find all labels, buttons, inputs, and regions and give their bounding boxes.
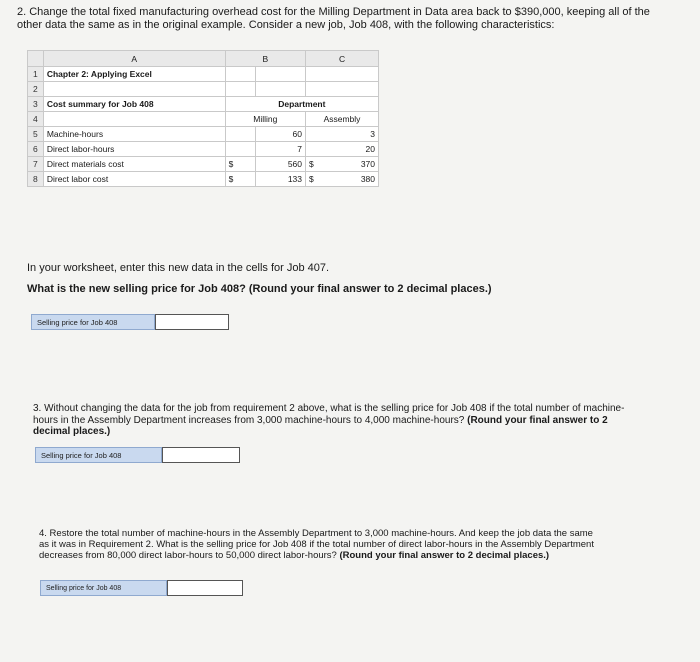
col-header-a: A [43, 51, 225, 67]
milling-value[interactable]: 7 [256, 142, 306, 157]
q2-rounding-note: (Round your final answer to 2 decimal places.) [248, 283, 492, 295]
assembly-dollar[interactable]: $ [306, 172, 334, 187]
assembly-value[interactable]: 380 [334, 172, 379, 187]
q3-line2: hours in the Assembly Department increases from 3,000 machine-hours to 4,000 machine-hours? [33, 414, 468, 426]
q3-selling-price-input[interactable] [162, 447, 240, 463]
q4-answer-row [40, 580, 243, 596]
milling-dollar[interactable]: $ [225, 157, 256, 172]
q2-answer-label: Selling price for Job 408 [31, 314, 155, 330]
row-number: 4 [28, 112, 44, 127]
q2-instruction: In your worksheet, enter this new data in the cells for Job 407. [27, 262, 330, 274]
assembly-header[interactable]: Assembly [306, 112, 379, 127]
assembly-value[interactable]: 370 [334, 157, 379, 172]
column-header-row [28, 51, 379, 67]
q4-answer-label: Selling price for Job 408 [40, 580, 167, 596]
sheet-title[interactable]: Chapter 2: Applying Excel [43, 67, 225, 82]
milling-header[interactable]: Milling [225, 112, 305, 127]
sheet-row [28, 157, 379, 172]
col-header-c: C [306, 51, 379, 67]
job-408-spreadsheet [27, 50, 379, 187]
assembly-dollar[interactable]: $ [306, 157, 334, 172]
col-header-b: B [225, 51, 305, 67]
q4-line1: 4. Restore the total number of machine-hours in the Assembly Department to 3,000 machine-hours. And keep the job data the same [39, 528, 593, 539]
q2-answer-row [31, 314, 229, 330]
assembly-value[interactable]: 3 [334, 127, 379, 142]
q3-answer-label: Selling price for Job 408 [35, 447, 162, 463]
milling-value[interactable]: 133 [256, 172, 306, 187]
q4-text [39, 528, 694, 561]
sheet-row [28, 172, 379, 187]
q2-question [27, 283, 492, 296]
q4-selling-price-input[interactable] [167, 580, 243, 596]
q2-question-text: What is the new selling price for Job 408? [27, 283, 249, 295]
row-number: 5 [28, 127, 44, 142]
q3-rounding-note: (Round your final answer to 2 [467, 414, 608, 426]
sheet-row [28, 112, 379, 127]
sheet-row [28, 127, 379, 142]
cost-summary-label[interactable]: Cost summary for Job 408 [43, 97, 225, 112]
row-label[interactable]: Direct labor-hours [43, 142, 225, 157]
sheet-row [28, 82, 379, 97]
row-label[interactable]: Direct labor cost [43, 172, 225, 187]
q2-line1: 2. Change the total fixed manufacturing overhead cost for the Milling Department in Data area back to $390,000, keeping all of the [17, 6, 650, 18]
q3-text [33, 403, 693, 438]
q2-text [17, 6, 687, 32]
department-header[interactable]: Department [225, 97, 378, 112]
sheet-row [28, 97, 379, 112]
q4-line2: as it was in Requirement 2. What is the selling price for Job 408 if the total number of direct labor-hours in the Assembly Department [39, 539, 594, 550]
row-number: 2 [28, 82, 44, 97]
sheet-row [28, 67, 379, 82]
q3-line1: 3. Without changing the data for the job from requirement 2 above, what is the selling price for Job 408 if the total number of machine- [33, 403, 625, 414]
q2-line2: other data the same as in the original example. Consider a new job, Job 408, with the following characteristics: [17, 19, 555, 31]
q2-selling-price-input[interactable] [155, 314, 229, 330]
row-number: 6 [28, 142, 44, 157]
q4-rounding-note: (Round your final answer to 2 decimal places.) [339, 550, 550, 561]
sheet-row [28, 142, 379, 157]
row-number: 8 [28, 172, 44, 187]
q3-answer-row [35, 447, 240, 463]
row-label[interactable]: Direct materials cost [43, 157, 225, 172]
row-number: 1 [28, 67, 44, 82]
row-number: 7 [28, 157, 44, 172]
milling-dollar[interactable]: $ [225, 172, 256, 187]
milling-value[interactable]: 560 [256, 157, 306, 172]
row-label[interactable]: Machine-hours [43, 127, 225, 142]
row-number: 3 [28, 97, 44, 112]
milling-value[interactable]: 60 [256, 127, 306, 142]
assembly-value[interactable]: 20 [334, 142, 379, 157]
q3-line3: decimal places.) [33, 426, 111, 437]
q4-line3: decreases from 80,000 direct labor-hours to 50,000 direct labor-hours? [39, 550, 340, 561]
